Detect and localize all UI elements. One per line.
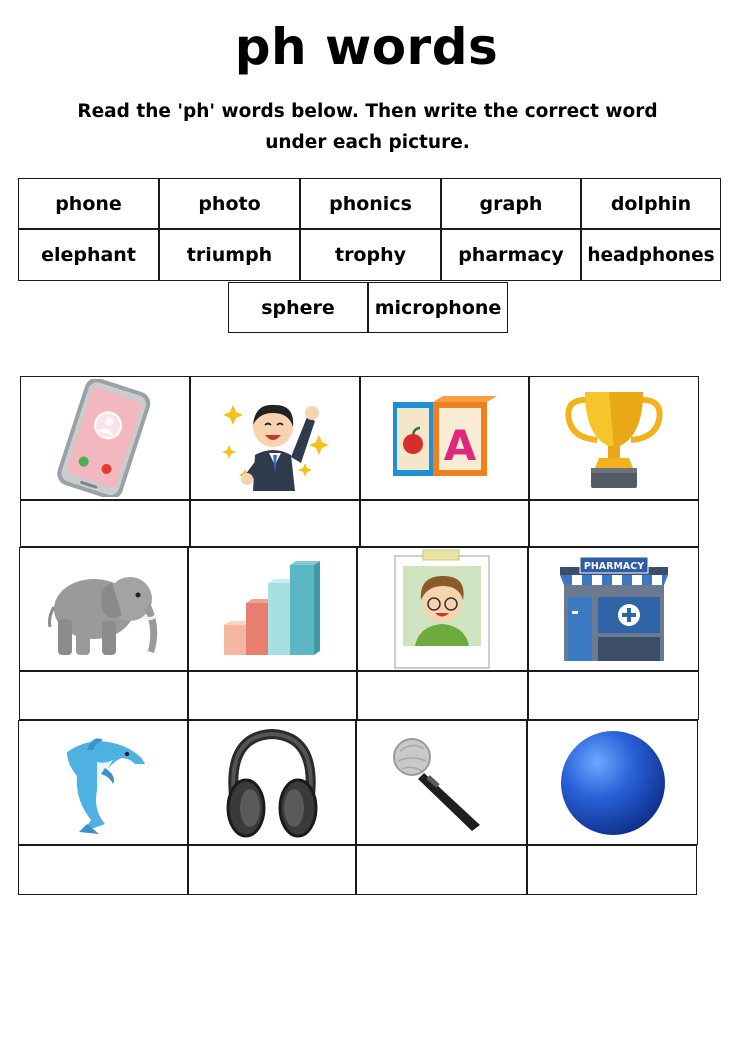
answer-box[interactable] xyxy=(188,671,357,720)
picture-cell xyxy=(190,376,360,500)
phone-icon xyxy=(40,379,170,497)
picture-cell xyxy=(18,720,188,845)
pharmacy-store-icon xyxy=(556,557,672,661)
word-bank-item: trophy xyxy=(300,229,441,281)
triumph-person-icon xyxy=(215,383,335,493)
word-bank-item: headphones xyxy=(581,229,721,281)
microphone-icon xyxy=(392,733,492,833)
word-bank-item: pharmacy xyxy=(441,229,581,281)
phonics-blocks-icon xyxy=(387,392,503,484)
answer-box[interactable] xyxy=(19,671,188,720)
answer-box[interactable] xyxy=(188,845,356,895)
instructions xyxy=(60,96,675,158)
headphones-icon xyxy=(220,726,324,840)
page-title: ph words xyxy=(234,18,499,76)
picture-cell xyxy=(20,376,190,500)
sphere-icon xyxy=(558,728,668,838)
picture-cell xyxy=(529,376,699,500)
block-letter: A xyxy=(443,421,476,470)
answer-box[interactable] xyxy=(529,500,699,547)
answer-box[interactable] xyxy=(18,845,188,895)
word-bank-item: phone xyxy=(18,178,159,229)
picture-cell xyxy=(357,547,528,671)
answer-box[interactable] xyxy=(360,500,529,547)
instructions-line-1: Read the 'ph' words below. Then write the correct word xyxy=(77,101,658,122)
word-bank-item: graph xyxy=(441,178,581,229)
picture-cell xyxy=(356,720,527,845)
word-bank-item: microphone xyxy=(368,282,508,333)
word-bank-item: sphere xyxy=(228,282,368,333)
elephant-icon xyxy=(42,557,166,661)
picture-cell xyxy=(360,376,529,500)
trophy-icon xyxy=(559,386,669,490)
picture-cell xyxy=(527,720,698,845)
answer-box[interactable] xyxy=(20,500,190,547)
word-bank-item: triumph xyxy=(159,229,300,281)
dolphin-icon xyxy=(53,728,153,838)
word-bank-item: phonics xyxy=(300,178,441,229)
word-bank-item: photo xyxy=(159,178,300,229)
pharmacy-sign-text: PHARMACY xyxy=(583,561,644,572)
word-bank-item: dolphin xyxy=(581,178,721,229)
answer-box[interactable] xyxy=(357,671,528,720)
photo-icon xyxy=(393,548,493,670)
answer-box[interactable] xyxy=(528,671,699,720)
bar-graph-icon xyxy=(218,559,328,659)
instructions-line-2: under each picture. xyxy=(265,132,470,153)
answer-box[interactable] xyxy=(527,845,697,895)
answer-box[interactable] xyxy=(356,845,527,895)
picture-cell xyxy=(188,547,357,671)
word-bank-item: elephant xyxy=(18,229,159,281)
answer-box[interactable] xyxy=(190,500,360,547)
picture-cell xyxy=(528,547,699,671)
picture-cell xyxy=(19,547,188,671)
picture-cell xyxy=(188,720,356,845)
